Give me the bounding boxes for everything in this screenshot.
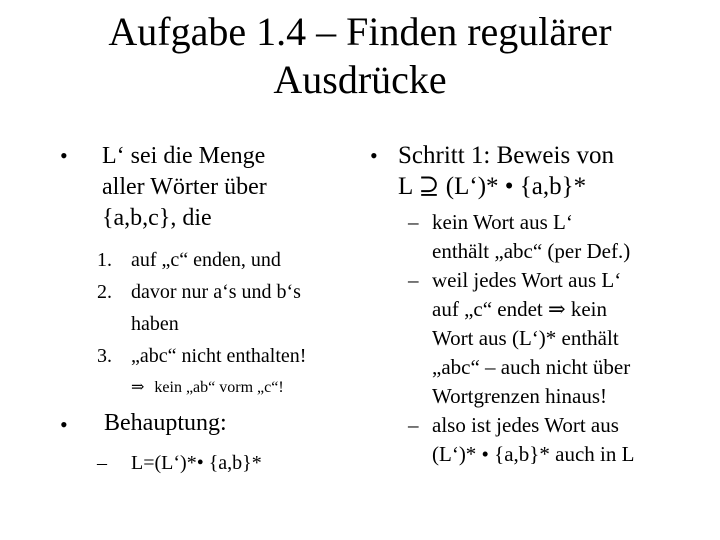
- dash-icon: –: [97, 452, 107, 474]
- dash-icon: –: [408, 413, 419, 437]
- bullet-icon: •: [60, 143, 68, 168]
- proof-line: Wortgrenzen hinaus!: [432, 384, 607, 408]
- list-text: davor nur a‘s und b‘s: [131, 281, 301, 303]
- title-line-1: Aufgabe 1.4 – Finden regulärer: [108, 9, 612, 54]
- implication-text: kein „ab“ vorm „c“!: [154, 379, 284, 396]
- list-item: [97, 276, 306, 308]
- slide-title: [0, 8, 720, 104]
- list-item: [97, 340, 306, 372]
- list-number: 2.: [97, 281, 112, 303]
- intro-line-2: aller Wörter über: [102, 174, 267, 200]
- claim-label: Behauptung:: [104, 410, 227, 436]
- bullet-icon: •: [370, 143, 378, 168]
- proof-point: [408, 266, 634, 411]
- dash-icon: –: [408, 210, 419, 234]
- proof-line: auf „c“ endet ⇒ kein: [432, 297, 608, 321]
- list-number: 1.: [97, 249, 112, 271]
- list-text: „abc“ nicht enthalten!: [131, 345, 307, 367]
- proof-line: also ist jedes Wort aus: [432, 413, 619, 437]
- bullet-icon: •: [60, 412, 68, 437]
- list-number: 3.: [97, 345, 112, 367]
- proof-line: kein Wort aus L‘: [432, 210, 573, 234]
- proof-line: weil jedes Wort aus L‘: [432, 268, 622, 292]
- list-text: auf „c“ enden, und: [131, 249, 281, 271]
- implies-arrow-icon: ⇒: [131, 379, 145, 396]
- dash-icon: –: [408, 268, 419, 292]
- proof-line: enthält „abc“ (per Def.): [432, 239, 631, 263]
- claim-formula: L=(L‘)*• {a,b}*: [131, 452, 262, 474]
- implication-note: [131, 377, 284, 397]
- proof-point: [408, 208, 634, 266]
- step-heading: [398, 140, 614, 202]
- list-item: [97, 244, 306, 276]
- list-text-continuation: haben: [131, 313, 179, 335]
- proof-line: Wort aus (L‘)* enthält: [432, 326, 619, 350]
- intro-line-1: L‘ sei die Menge: [102, 143, 266, 169]
- title-line-2: Ausdrücke: [273, 57, 447, 102]
- proof-points: [408, 208, 634, 469]
- proof-point: [408, 411, 634, 469]
- proof-line: (L‘)* • {a,b}* auch in L: [432, 442, 635, 466]
- claim-formula-row: [97, 447, 262, 479]
- intro-text: [102, 141, 267, 234]
- proof-line: „abc“ – auch nicht über: [432, 355, 631, 379]
- intro-line-3: {a,b,c}, die: [102, 205, 212, 231]
- numbered-list: [97, 244, 306, 372]
- step-line-2: L ⊇ (L‘)* • {a,b}*: [398, 173, 587, 200]
- step-line-1: Schritt 1: Beweis von: [398, 142, 614, 169]
